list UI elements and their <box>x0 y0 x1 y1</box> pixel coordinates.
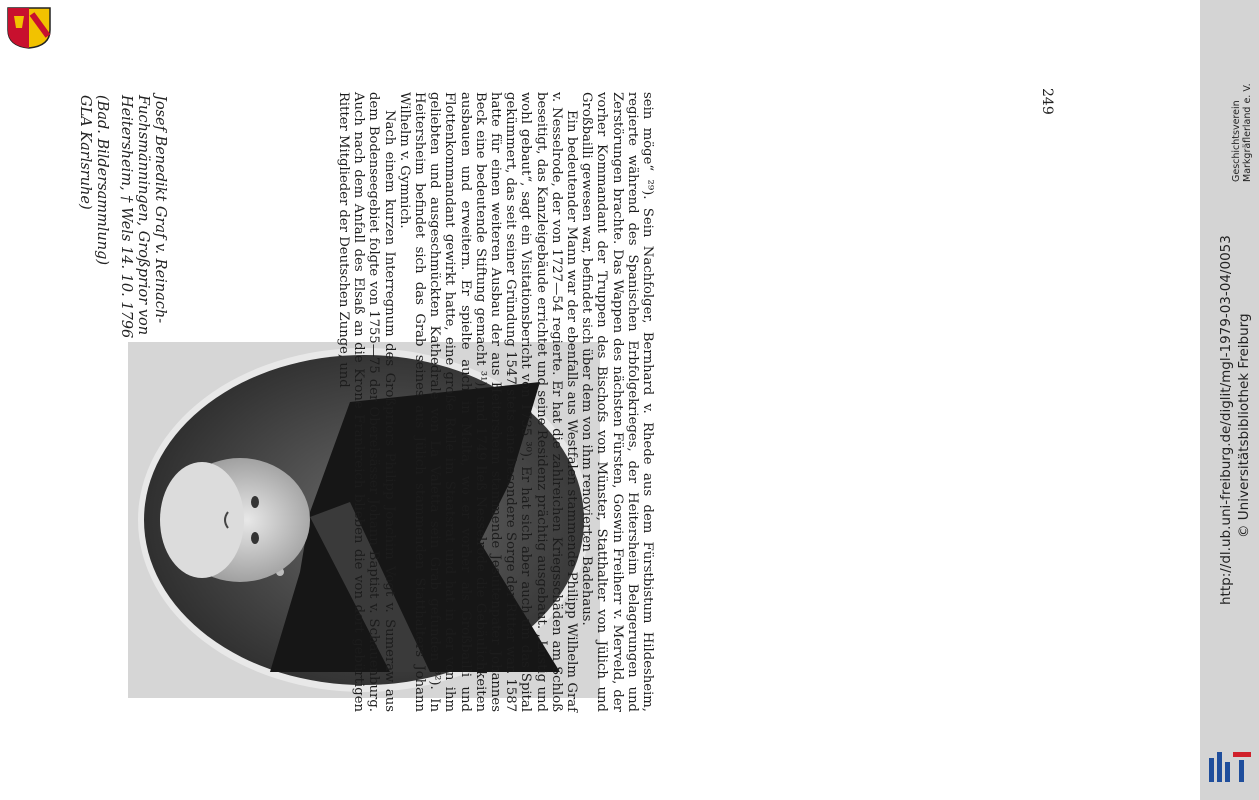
caption-line: Heitersheim, † Wels 14. 10. 1796 <box>118 95 134 339</box>
caption-source: GLA Karlsruhe) <box>77 95 93 210</box>
document-url-link[interactable]: http://dl.ub.uni-freiburg.de/diglit/mgl-1979-03-04/0053 <box>1218 235 1234 605</box>
copyright-notice: © Universitätsbibliothek Freiburg <box>1236 313 1252 538</box>
caption-source: (Bad. Bildersammlung) <box>94 95 110 266</box>
society-logo <box>6 6 52 50</box>
caption-line: Josef Benedikt Graf v. Reinach- <box>152 95 168 324</box>
society-name: Markgräflerland e. V. <box>1242 83 1253 182</box>
paragraph: sein möge“ ²⁹). Sein Nachfolger, Bernhard v. Rhede aus dem Fürstbistum Hildesheim, regierte während des Spanischen Erbfolgekrieges, der Heitersheim Belagerungen und Zerstörungen brachte. Das Wappen des nächsten Fürsten, Goswin Freiherr v. Merveld, der vorher Kommandant der Truppen des Bischofs von Münster, Statthalter von Jülich und Großbailli gewesen war, befindet sich über dem von ihm renovierten Badehaus. <box>579 92 655 712</box>
university-library-logo <box>1207 748 1253 788</box>
body-text <box>336 92 655 712</box>
page-number: 249 <box>1039 88 1055 115</box>
paragraph: Nach einem kurzen Interregnum des Großpriors Philipp Joachim Vogt v. Sumeraw aus dem Bodenseegebiet folgte von 1755—75 der Oberelsässer Johann Baptist v. Schauenburg. Auch nach dem Anfall des Elsaß an die Krone Frankreich blieben die von dort gebürtigen Ritter Mitglieder der Deutschen Zunge, und <box>335 92 397 712</box>
paragraph: Ein bedeutender Mann war der ebenfalls aus Westfalen stammende Philipp Wilhelm Graf v. Nesselrode, der von 1727—54 regierte. Er hat die zahlreichen Kriegsschäden am Schloß beseitigt, das Kanzleigebäude errichtet und seine Residenz prächtig ausgebaut. „Lustig und wohl gebaut“, sagt ein Visitationsbericht von 1735 ³⁰). Er hat sich aber auch um das Spital gekümmert, das seit seiner Gründung 1547 stets eine besondere Sorge der Ritter war. 1587 hatte für einen weiteren Ausbau der aus Heitersheim stammende Jesuitenpater Johannes Beck eine bedeutende Stiftung gemacht ³¹), und 1749 ließ Nesselrode die Gebäulichkeiten ausbauen und erweitern. Er spielte auch in Malta, wo er vorher als Großbailli und Flottenkommandant gewirkt hatte, eine große Rolle im Staatsrat und hat in der von ihm geliebten und ausgeschmückten Kathedrale von La Valetta sein Grab gefunden ³²). In Heitersheim befindet sich das Grab seines aus Jülich stammenden Statthalters Johann Wilhelm v. Gymnich. <box>396 92 579 712</box>
caption-line: Fuchsmänningen, Großprior von <box>135 95 151 336</box>
society-name: Geschichtsverein <box>1231 100 1242 182</box>
